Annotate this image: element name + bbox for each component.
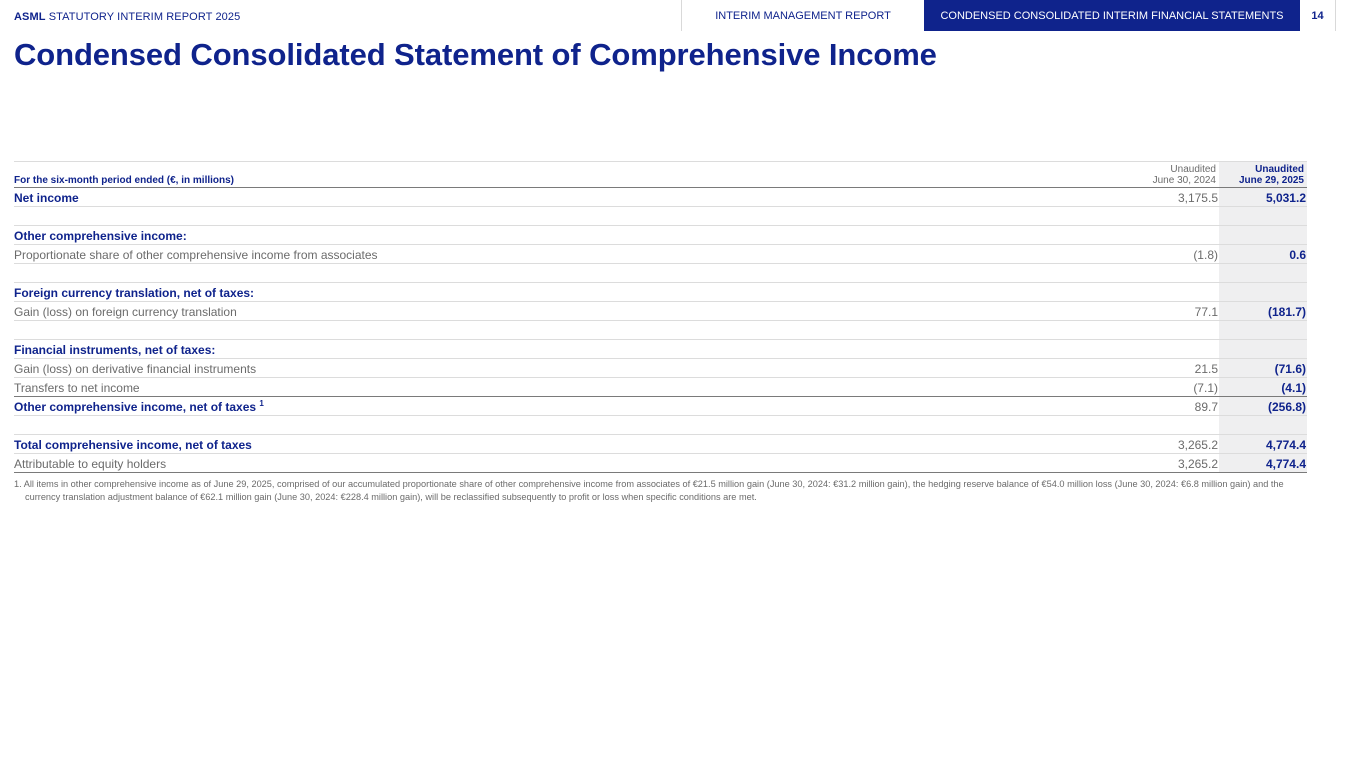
- footnote-marker: 1: [259, 399, 264, 408]
- tab-interim-management-report[interactable]: INTERIM MANAGEMENT REPORT: [681, 0, 924, 31]
- table-row-associates-share: Proportionate share of other comprehensive income from associates (1.8) 0.6: [14, 244, 1307, 263]
- comprehensive-income-table: [14, 161, 1307, 473]
- table-row-equity-holders: Attributable to equity holders 3,265.2 4,774.4: [14, 453, 1307, 472]
- table-bottom-rule: [14, 472, 1307, 473]
- top-navigation-bar: [0, 0, 1365, 31]
- table-header: [14, 161, 1307, 187]
- column-header-2025: Unaudited June 29, 2025: [1238, 164, 1304, 186]
- table-row-fx-gain-loss: Gain (loss) on foreign currency translation 77.1 (181.7): [14, 301, 1307, 320]
- brand-logo-text: ASML: [14, 11, 46, 23]
- table-row-transfers: Transfers to net income (7.1) (4.1): [14, 377, 1307, 396]
- table-row-net-income: Net income 3,175.5 5,031.2: [14, 187, 1307, 206]
- table-row-total-comprehensive-income: Total comprehensive income, net of taxes 3,265.2 4,774.4: [14, 434, 1307, 453]
- oci-total-label: Other comprehensive income, net of taxes $^1$: [14, 399, 264, 414]
- table-row-spacer: [14, 263, 1307, 282]
- table-row-spacer: [14, 320, 1307, 339]
- table-row-fin-instruments-heading: Financial instruments, net of taxes:: [14, 339, 1307, 358]
- tab-financial-statements[interactable]: CONDENSED CONSOLIDATED INTERIM FINANCIAL STATEMENTS: [924, 0, 1300, 31]
- table-row-spacer: [14, 206, 1307, 225]
- period-label: For the six-month period ended (€, in millions): [14, 175, 235, 186]
- column-header-2024: Unaudited June 30, 2024: [1152, 164, 1216, 186]
- table-row-spacer: [14, 415, 1307, 434]
- table-row-oci-heading: Other comprehensive income:: [14, 225, 1307, 244]
- page-number: 14: [1300, 0, 1336, 31]
- table-row-fx-heading: Foreign currency translation, net of taxes:: [14, 282, 1307, 301]
- report-brand: [14, 11, 240, 23]
- table-row-derivatives-gain-loss: Gain (loss) on derivative financial instruments 21.5 (71.6): [14, 358, 1307, 377]
- footnote: 1. All items in other comprehensive income as of June 29, 2025, comprised of our accumulated proportionate share of other comprehensive income from associates of €21.5 million gain (June 30, 2024: €31.2 million gain), the hedging reserve balance of €54.0 million loss (June 30, 2024: €6.8 million gain) and the currency translation adjustment balance of €62.1 million gain (June 30, 2024: €228.4 million gain), will be reclassified subsequently to profit or loss when specific conditions are met.: [14, 479, 1284, 502]
- report-name: STATUTORY INTERIM REPORT 2025: [48, 11, 241, 23]
- page-title: Condensed Consolidated Statement of Comprehensive Income: [14, 37, 937, 72]
- table-row-oci-total: Other comprehensive income, net of taxes $^1$ 89.7 (256.8): [14, 396, 1307, 415]
